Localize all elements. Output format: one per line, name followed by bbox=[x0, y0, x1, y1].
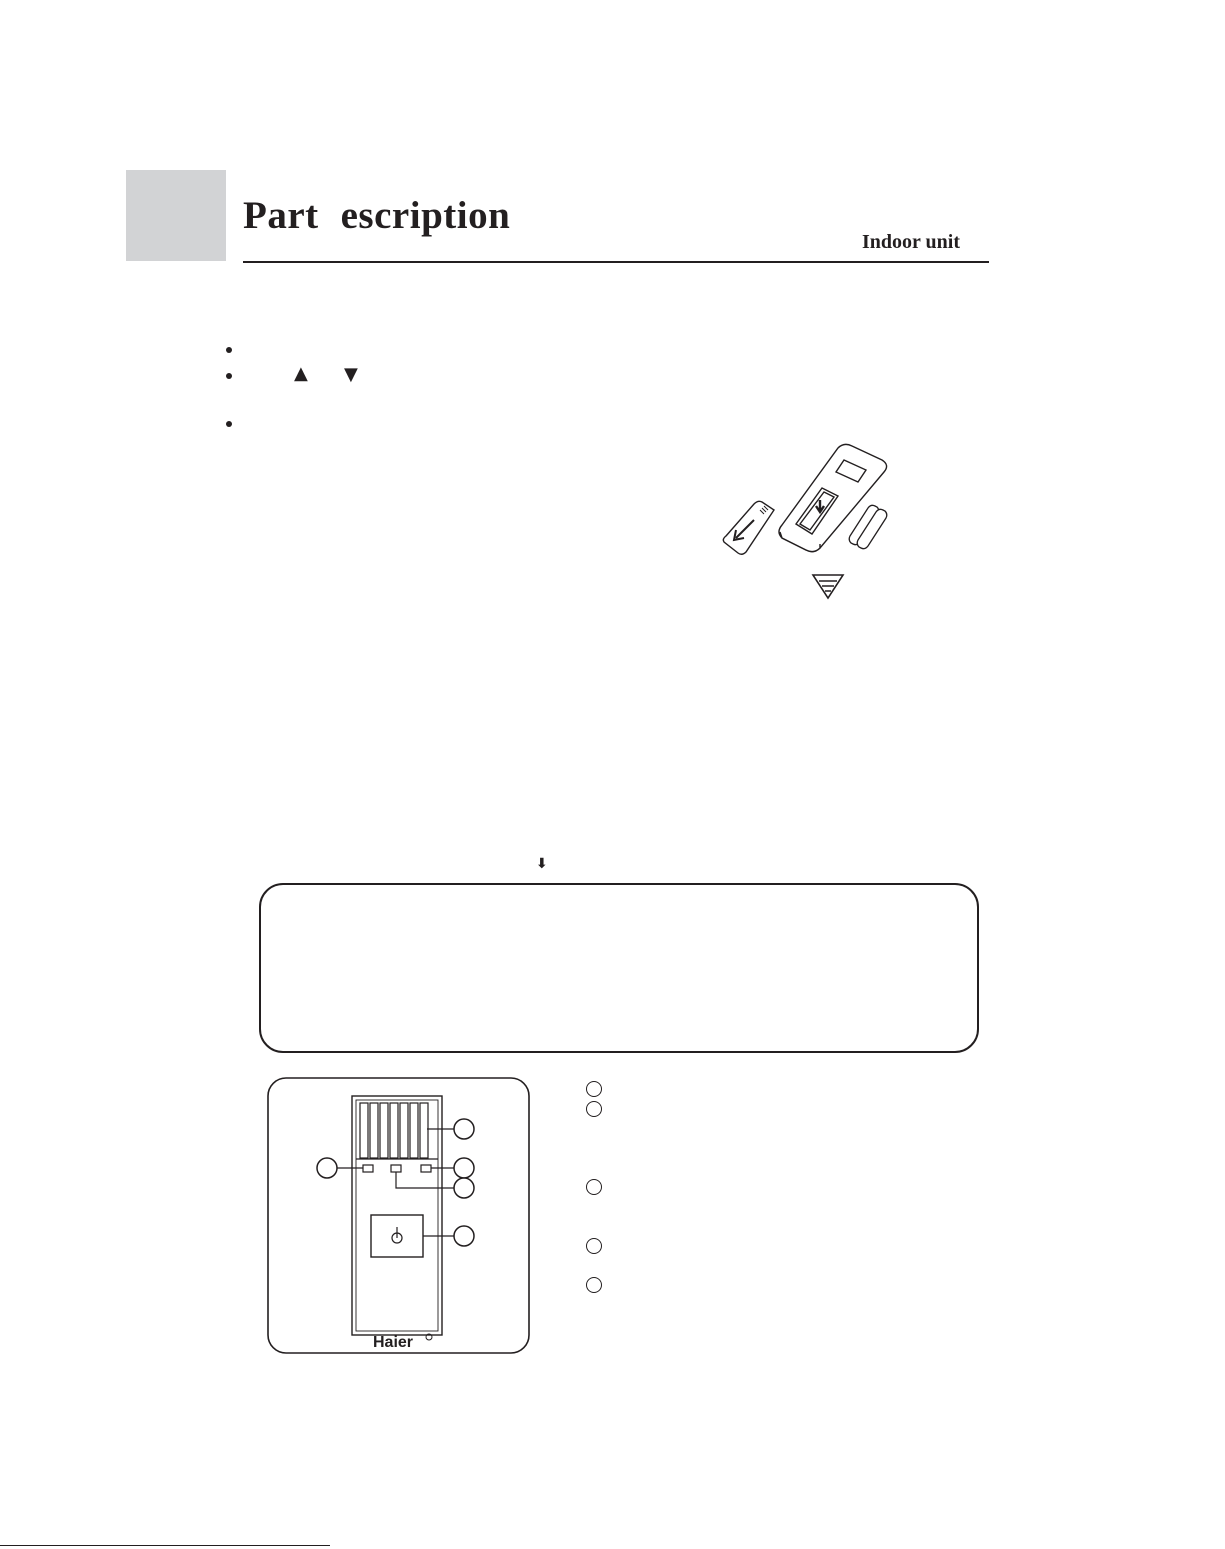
header-rule bbox=[243, 261, 989, 263]
section-tab bbox=[126, 170, 226, 261]
notice-box bbox=[259, 883, 979, 1053]
down-arrow-icon bbox=[810, 571, 846, 601]
legend-marker-4 bbox=[586, 1238, 602, 1254]
bullet-2 bbox=[226, 373, 232, 379]
legend-marker-5 bbox=[586, 1277, 602, 1293]
legend-marker-2 bbox=[586, 1101, 602, 1117]
legend-marker-3 bbox=[586, 1179, 602, 1195]
down-triangle-icon: ▼ bbox=[344, 364, 358, 385]
page-subtitle: Indoor unit bbox=[862, 231, 961, 253]
footer-rule bbox=[0, 1545, 330, 1546]
legend-marker-1 bbox=[586, 1081, 602, 1097]
display-panel bbox=[267, 1077, 530, 1354]
up-triangle-icon: ▲ bbox=[294, 363, 308, 384]
bullet-3 bbox=[226, 421, 232, 427]
remote-battery-icon bbox=[720, 440, 900, 565]
brand-logo: Haier bbox=[373, 1334, 414, 1351]
bullet-1 bbox=[226, 347, 232, 353]
title-part-1: Part bbox=[243, 194, 319, 237]
small-down-arrow-icon: ⬇ bbox=[536, 856, 548, 872]
title-part-2: escription bbox=[340, 194, 511, 237]
page-title bbox=[243, 196, 510, 235]
